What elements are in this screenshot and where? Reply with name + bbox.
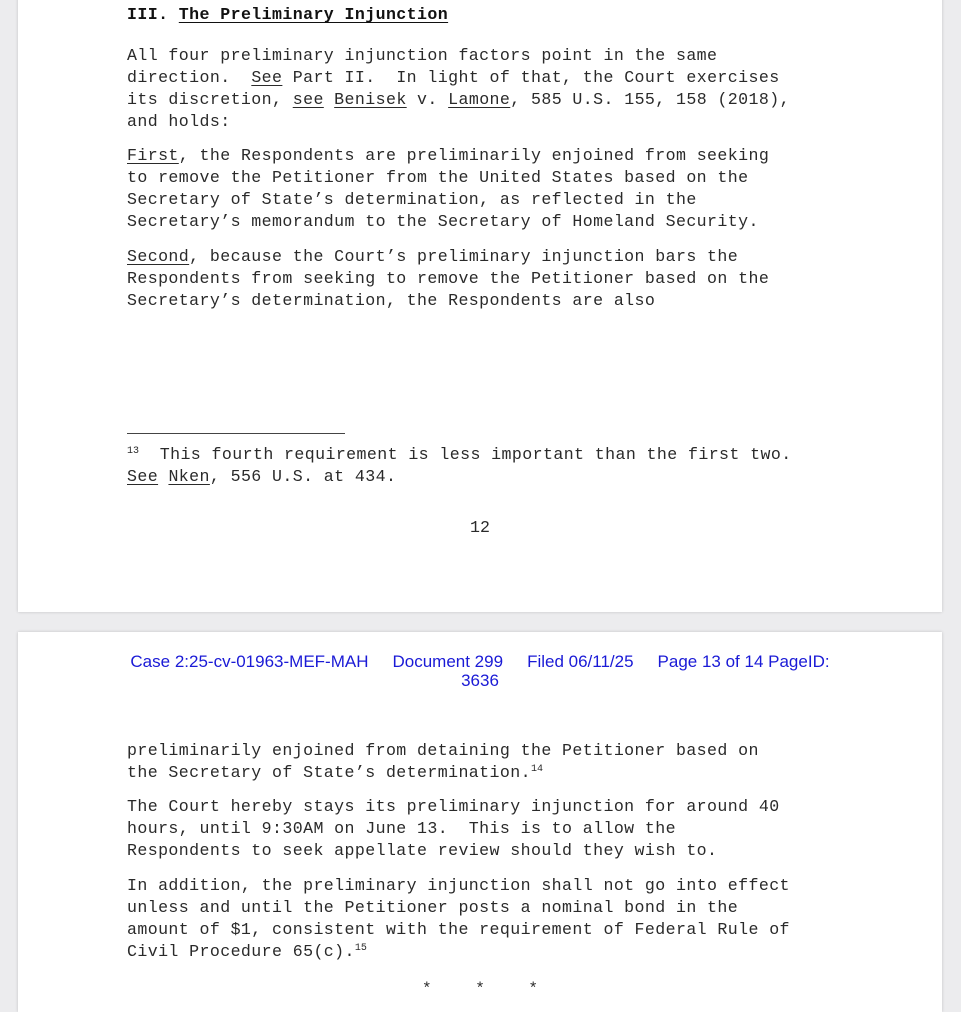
footnote-ref: 15 bbox=[354, 943, 367, 954]
citation-signal: See bbox=[251, 68, 283, 87]
paragraph-stay: The Court hereby stays its preliminary injunction for around 40 hours, until 9:30AM on June 13. This is to allow the Respondents to seek appellate review should they wish to. bbox=[127, 797, 780, 860]
section-separator: * * * bbox=[421, 980, 538, 998]
citation-signal: See bbox=[127, 467, 159, 486]
header-case-number: Case 2:25-cv-01963-MEF-MAH bbox=[130, 652, 369, 671]
header-pageid: 3636 bbox=[461, 671, 499, 690]
heading-number: III. bbox=[127, 5, 169, 24]
header-document: Document 299 bbox=[392, 652, 504, 671]
ecf-header bbox=[18, 652, 942, 690]
footnote-13: $^{13}$ This fourth requirement is less important than the first two. See Nken, 556 U.S. at 434. bbox=[127, 445, 792, 486]
case-name: Benisek bbox=[334, 90, 407, 109]
citation-signal: see bbox=[292, 90, 324, 109]
page-number: 12 bbox=[470, 518, 490, 537]
footnote-number: 13 bbox=[127, 446, 140, 457]
paragraph-bond: In addition, the preliminary injunction shall not go into effect unless and until the Petitioner posts a nominal bond in the amount of $1, consistent with the requirement of Federal Rule of Civil Procedure 65(c).$^{15}$ bbox=[127, 876, 790, 961]
footnote-ref: 14 bbox=[530, 764, 543, 775]
case-name: Nken bbox=[168, 467, 210, 486]
document-page-12 bbox=[18, 0, 942, 612]
section-heading bbox=[127, 4, 847, 26]
header-filed-date: Filed 06/11/25 bbox=[527, 652, 634, 671]
document-page-13 bbox=[18, 632, 942, 1012]
paragraph-first: First, the Respondents are preliminarily enjoined from seeking to remove the Petitioner from the United States based on the Secretary of State’s determination, as reflected in the Secretary’s memorandum to the Secretary of Homeland Security. bbox=[127, 146, 770, 231]
header-page: Page 13 of 14 PageID: bbox=[657, 652, 830, 671]
paragraph-factors: All four preliminary injunction factors point in the same direction. See Part II. In light of that, the Court exercises its discretion, see Benisek v. Lamone, 585 U.S. 155, 158 (2018), and holds: bbox=[127, 46, 790, 131]
paragraph-second: Second, because the Court’s preliminary injunction bars the Respondents from seeking to remove the Petitioner based on the Secretary’s determination, the Respondents are also bbox=[127, 247, 770, 310]
ordinal-lead: First bbox=[127, 146, 179, 165]
case-name: Lamone bbox=[448, 90, 511, 109]
footnote-divider bbox=[127, 433, 345, 434]
heading-title: The Preliminary Injunction bbox=[178, 5, 449, 24]
paragraph-detention: preliminarily enjoined from detaining the Petitioner based on the Secretary of State’s determination.$^{14}$ bbox=[127, 741, 759, 782]
ordinal-lead: Second bbox=[127, 247, 190, 266]
